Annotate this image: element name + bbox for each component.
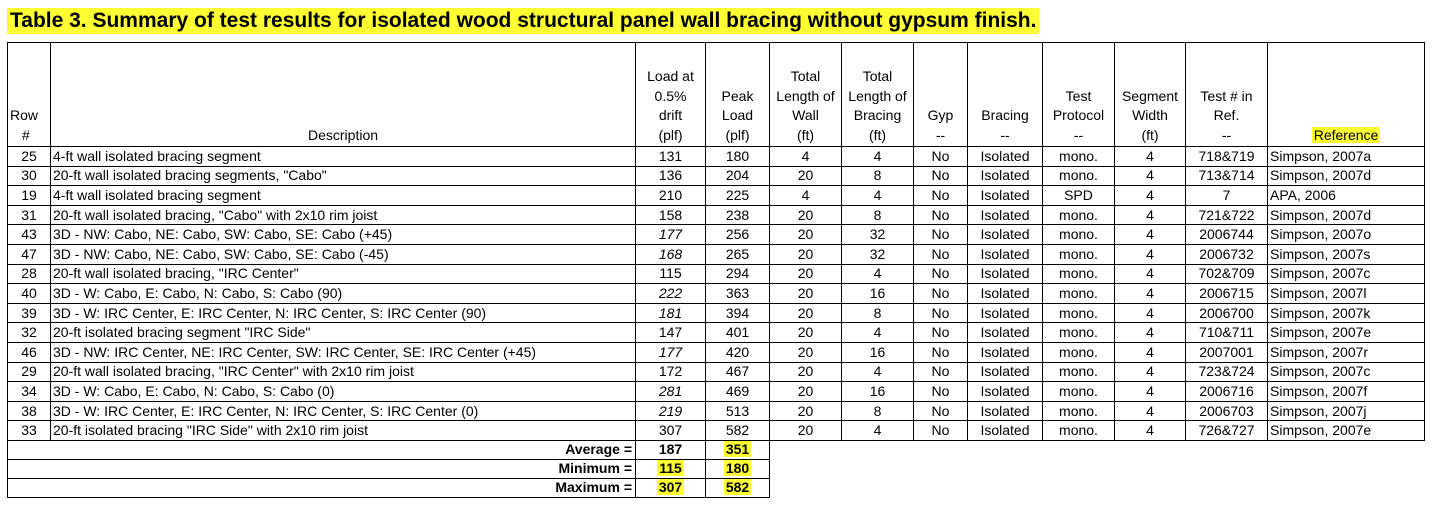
cell-test-number: 7 (1186, 186, 1268, 206)
cell-reference: Simpson, 2007d (1268, 166, 1425, 186)
cell-load: 158 (636, 205, 706, 225)
cell-load: 307 (636, 421, 706, 441)
cell-description: 20-ft wall isolated bracing, "IRC Center" (51, 264, 636, 284)
cell-segment-width: 4 (1115, 225, 1186, 245)
cell-load: 168 (636, 244, 706, 264)
cell-gyp: No (914, 323, 968, 343)
cell-wall-length: 20 (770, 284, 842, 304)
cell-row-number: 38 (8, 401, 51, 421)
cell-row-number: 30 (8, 166, 51, 186)
cell-gyp: No (914, 342, 968, 362)
cell-description: 3D - W: IRC Center, E: IRC Center, N: IRC Center, S: IRC Center (90) (51, 303, 636, 323)
table-row (8, 186, 1425, 206)
cell-segment-width: 4 (1115, 205, 1186, 225)
cell-wall-length: 20 (770, 244, 842, 264)
cell-gyp: No (914, 303, 968, 323)
cell-protocol: mono. (1043, 342, 1115, 362)
cell-segment-width: 4 (1115, 303, 1186, 323)
cell-description: 20-ft isolated bracing "IRC Side" with 2x10 rim joist (51, 421, 636, 441)
cell-bracing: Isolated (968, 303, 1043, 323)
cell-reference: Simpson, 2007f (1268, 382, 1425, 402)
cell-gyp: No (914, 186, 968, 206)
cell-description: 3D - W: Cabo, E: Cabo, N: Cabo, S: Cabo (90) (51, 284, 636, 304)
cell-peak: 513 (706, 401, 770, 421)
cell-wall-length: 20 (770, 225, 842, 245)
cell-bracing: Isolated (968, 264, 1043, 284)
cell-reference: Simpson, 2007e (1268, 421, 1425, 441)
cell-load: 172 (636, 362, 706, 382)
average-load: 187 (636, 440, 706, 459)
cell-segment-width: 4 (1115, 244, 1186, 264)
cell-description: 20-ft isolated bracing segment "IRC Side" (51, 323, 636, 343)
cell-bracing-length: 4 (842, 186, 914, 206)
cell-bracing-length: 8 (842, 401, 914, 421)
cell-protocol: mono. (1043, 421, 1115, 441)
cell-reference: Simpson, 2007k (1268, 303, 1425, 323)
cell-wall-length: 20 (770, 205, 842, 225)
table-row (8, 147, 1425, 167)
header-bracing-length: Total Length of Bracing (ft) (842, 43, 914, 147)
cell-wall-length: 20 (770, 323, 842, 343)
table-row (8, 166, 1425, 186)
cell-protocol: mono. (1043, 147, 1115, 167)
cell-test-number: 713&714 (1186, 166, 1268, 186)
table-row (8, 401, 1425, 421)
cell-reference: Simpson, 2007s (1268, 244, 1425, 264)
cell-bracing: Isolated (968, 342, 1043, 362)
average-label: Average = (8, 440, 636, 459)
cell-gyp: No (914, 401, 968, 421)
cell-protocol: mono. (1043, 205, 1115, 225)
cell-segment-width: 4 (1115, 401, 1186, 421)
cell-reference: Simpson, 2007c (1268, 264, 1425, 284)
table-row (8, 225, 1425, 245)
cell-bracing-length: 8 (842, 205, 914, 225)
cell-reference: Simpson, 2007c (1268, 362, 1425, 382)
cell-wall-length: 20 (770, 166, 842, 186)
header-protocol: Test Protocol -- (1043, 43, 1115, 147)
cell-reference: Simpson, 2007l (1268, 284, 1425, 304)
table-title: Table 3. Summary of test results for isolated wood structural panel wall bracing without gypsum finish. (7, 8, 1039, 34)
minimum-label: Minimum = (8, 459, 636, 478)
summary-average-row (8, 440, 1425, 459)
cell-bracing-length: 4 (842, 323, 914, 343)
cell-row-number: 33 (8, 421, 51, 441)
table-row (8, 244, 1425, 264)
cell-wall-length: 20 (770, 401, 842, 421)
cell-segment-width: 4 (1115, 382, 1186, 402)
header-row-number: Row # (8, 43, 51, 147)
cell-test-number: 2006703 (1186, 401, 1268, 421)
cell-bracing: Isolated (968, 382, 1043, 402)
cell-protocol: mono. (1043, 225, 1115, 245)
cell-row-number: 32 (8, 323, 51, 343)
cell-peak: 294 (706, 264, 770, 284)
cell-description: 4-ft wall isolated bracing segment (51, 147, 636, 167)
cell-bracing: Isolated (968, 284, 1043, 304)
cell-peak: 469 (706, 382, 770, 402)
cell-peak: 363 (706, 284, 770, 304)
cell-gyp: No (914, 362, 968, 382)
header-row (8, 43, 1425, 147)
cell-row-number: 29 (8, 362, 51, 382)
header-gyp: Gyp -- (914, 43, 968, 147)
header-segment: Segment Width (ft) (1115, 43, 1186, 147)
cell-wall-length: 20 (770, 264, 842, 284)
header-wall: Total Length of Wall (ft) (770, 43, 842, 147)
cell-description: 20-ft wall isolated bracing segments, "Cabo" (51, 166, 636, 186)
cell-segment-width: 4 (1115, 147, 1186, 167)
cell-peak: 420 (706, 342, 770, 362)
cell-row-number: 40 (8, 284, 51, 304)
cell-wall-length: 20 (770, 421, 842, 441)
cell-bracing: Isolated (968, 186, 1043, 206)
cell-segment-width: 4 (1115, 342, 1186, 362)
cell-row-number: 28 (8, 264, 51, 284)
cell-wall-length: 4 (770, 147, 842, 167)
cell-peak: 582 (706, 421, 770, 441)
average-peak: 351 (706, 440, 770, 459)
cell-bracing-length: 16 (842, 284, 914, 304)
header-reference: Reference (1268, 43, 1425, 147)
cell-load: 136 (636, 166, 706, 186)
cell-load: 219 (636, 401, 706, 421)
cell-test-number: 2007001 (1186, 342, 1268, 362)
cell-reference: APA, 2006 (1268, 186, 1425, 206)
cell-load: 177 (636, 342, 706, 362)
cell-test-number: 710&711 (1186, 323, 1268, 343)
cell-segment-width: 4 (1115, 323, 1186, 343)
table-row (8, 264, 1425, 284)
cell-segment-width: 4 (1115, 186, 1186, 206)
cell-protocol: mono. (1043, 166, 1115, 186)
cell-bracing: Isolated (968, 244, 1043, 264)
cell-load: 222 (636, 284, 706, 304)
cell-row-number: 19 (8, 186, 51, 206)
cell-description: 3D - W: Cabo, E: Cabo, N: Cabo, S: Cabo (0) (51, 382, 636, 402)
cell-test-number: 718&719 (1186, 147, 1268, 167)
table-row (8, 284, 1425, 304)
cell-bracing: Isolated (968, 205, 1043, 225)
cell-wall-length: 20 (770, 342, 842, 362)
header-description: Description (51, 43, 636, 147)
cell-bracing-length: 8 (842, 303, 914, 323)
cell-test-number: 702&709 (1186, 264, 1268, 284)
cell-description: 3D - NW: IRC Center, NE: IRC Center, SW: IRC Center, SE: IRC Center (+45) (51, 342, 636, 362)
cell-protocol: mono. (1043, 323, 1115, 343)
cell-bracing-length: 32 (842, 225, 914, 245)
table-row (8, 421, 1425, 441)
cell-row-number: 31 (8, 205, 51, 225)
cell-description: 20-ft wall isolated bracing, "Cabo" with 2x10 rim joist (51, 205, 636, 225)
header-load: Load at 0.5% drift (plf) (636, 43, 706, 147)
cell-protocol: mono. (1043, 264, 1115, 284)
cell-test-number: 723&724 (1186, 362, 1268, 382)
cell-reference: Simpson, 2007e (1268, 323, 1425, 343)
cell-bracing-length: 4 (842, 264, 914, 284)
cell-test-number: 2006715 (1186, 284, 1268, 304)
cell-test-number: 2006732 (1186, 244, 1268, 264)
cell-bracing: Isolated (968, 401, 1043, 421)
cell-peak: 238 (706, 205, 770, 225)
cell-wall-length: 20 (770, 303, 842, 323)
cell-bracing: Isolated (968, 147, 1043, 167)
cell-bracing: Isolated (968, 166, 1043, 186)
cell-bracing-length: 16 (842, 342, 914, 362)
cell-reference: Simpson, 2007j (1268, 401, 1425, 421)
cell-test-number: 721&722 (1186, 205, 1268, 225)
cell-wall-length: 20 (770, 382, 842, 402)
cell-peak: 401 (706, 323, 770, 343)
cell-row-number: 46 (8, 342, 51, 362)
cell-reference: Simpson, 2007d (1268, 205, 1425, 225)
cell-load: 115 (636, 264, 706, 284)
cell-peak: 180 (706, 147, 770, 167)
cell-gyp: No (914, 382, 968, 402)
cell-bracing: Isolated (968, 421, 1043, 441)
cell-gyp: No (914, 205, 968, 225)
cell-protocol: SPD (1043, 186, 1115, 206)
cell-load: 131 (636, 147, 706, 167)
cell-segment-width: 4 (1115, 284, 1186, 304)
cell-bracing-length: 4 (842, 147, 914, 167)
maximum-label: Maximum = (8, 478, 636, 497)
cell-peak: 394 (706, 303, 770, 323)
cell-reference: Simpson, 2007r (1268, 342, 1425, 362)
cell-peak: 467 (706, 362, 770, 382)
header-peak: Peak Load (plf) (706, 43, 770, 147)
cell-segment-width: 4 (1115, 421, 1186, 441)
maximum-peak: 582 (706, 478, 770, 497)
cell-wall-length: 4 (770, 186, 842, 206)
table-row (8, 362, 1425, 382)
minimum-peak: 180 (706, 459, 770, 478)
cell-description: 3D - W: IRC Center, E: IRC Center, N: IRC Center, S: IRC Center (0) (51, 401, 636, 421)
cell-segment-width: 4 (1115, 264, 1186, 284)
cell-load: 281 (636, 382, 706, 402)
cell-bracing-length: 16 (842, 382, 914, 402)
cell-load: 210 (636, 186, 706, 206)
cell-bracing: Isolated (968, 323, 1043, 343)
cell-gyp: No (914, 244, 968, 264)
cell-bracing-length: 32 (842, 244, 914, 264)
maximum-load: 307 (636, 478, 706, 497)
header-bracing: Bracing -- (968, 43, 1043, 147)
cell-row-number: 43 (8, 225, 51, 245)
cell-gyp: No (914, 264, 968, 284)
cell-protocol: mono. (1043, 303, 1115, 323)
results-table (7, 42, 1425, 498)
cell-description: 4-ft wall isolated bracing segment (51, 186, 636, 206)
cell-load: 177 (636, 225, 706, 245)
cell-description: 3D - NW: Cabo, NE: Cabo, SW: Cabo, SE: Cabo (-45) (51, 244, 636, 264)
summary-maximum-row (8, 478, 1425, 497)
table-row (8, 342, 1425, 362)
minimum-load: 115 (636, 459, 706, 478)
summary-minimum-row (8, 459, 1425, 478)
cell-test-number: 2006700 (1186, 303, 1268, 323)
cell-reference: Simpson, 2007a (1268, 147, 1425, 167)
table-row (8, 303, 1425, 323)
cell-gyp: No (914, 421, 968, 441)
cell-peak: 265 (706, 244, 770, 264)
cell-row-number: 47 (8, 244, 51, 264)
cell-gyp: No (914, 147, 968, 167)
cell-gyp: No (914, 225, 968, 245)
cell-test-number: 2006744 (1186, 225, 1268, 245)
header-test-number: Test # in Ref. -- (1186, 43, 1268, 147)
cell-row-number: 34 (8, 382, 51, 402)
cell-protocol: mono. (1043, 382, 1115, 402)
cell-segment-width: 4 (1115, 166, 1186, 186)
cell-bracing-length: 4 (842, 421, 914, 441)
cell-peak: 204 (706, 166, 770, 186)
cell-gyp: No (914, 166, 968, 186)
cell-bracing-length: 8 (842, 166, 914, 186)
cell-description: 20-ft wall isolated bracing, "IRC Center" with 2x10 rim joist (51, 362, 636, 382)
cell-load: 181 (636, 303, 706, 323)
cell-bracing: Isolated (968, 225, 1043, 245)
cell-gyp: No (914, 284, 968, 304)
cell-load: 147 (636, 323, 706, 343)
cell-segment-width: 4 (1115, 362, 1186, 382)
table-row (8, 323, 1425, 343)
cell-peak: 256 (706, 225, 770, 245)
cell-protocol: mono. (1043, 244, 1115, 264)
cell-row-number: 39 (8, 303, 51, 323)
cell-test-number: 2006716 (1186, 382, 1268, 402)
cell-wall-length: 20 (770, 362, 842, 382)
cell-protocol: mono. (1043, 401, 1115, 421)
cell-reference: Simpson, 2007o (1268, 225, 1425, 245)
cell-peak: 225 (706, 186, 770, 206)
table-row (8, 382, 1425, 402)
cell-row-number: 25 (8, 147, 51, 167)
table-row (8, 205, 1425, 225)
cell-description: 3D - NW: Cabo, NE: Cabo, SW: Cabo, SE: Cabo (+45) (51, 225, 636, 245)
cell-bracing-length: 4 (842, 362, 914, 382)
cell-test-number: 726&727 (1186, 421, 1268, 441)
cell-protocol: mono. (1043, 362, 1115, 382)
cell-bracing: Isolated (968, 362, 1043, 382)
cell-protocol: mono. (1043, 284, 1115, 304)
